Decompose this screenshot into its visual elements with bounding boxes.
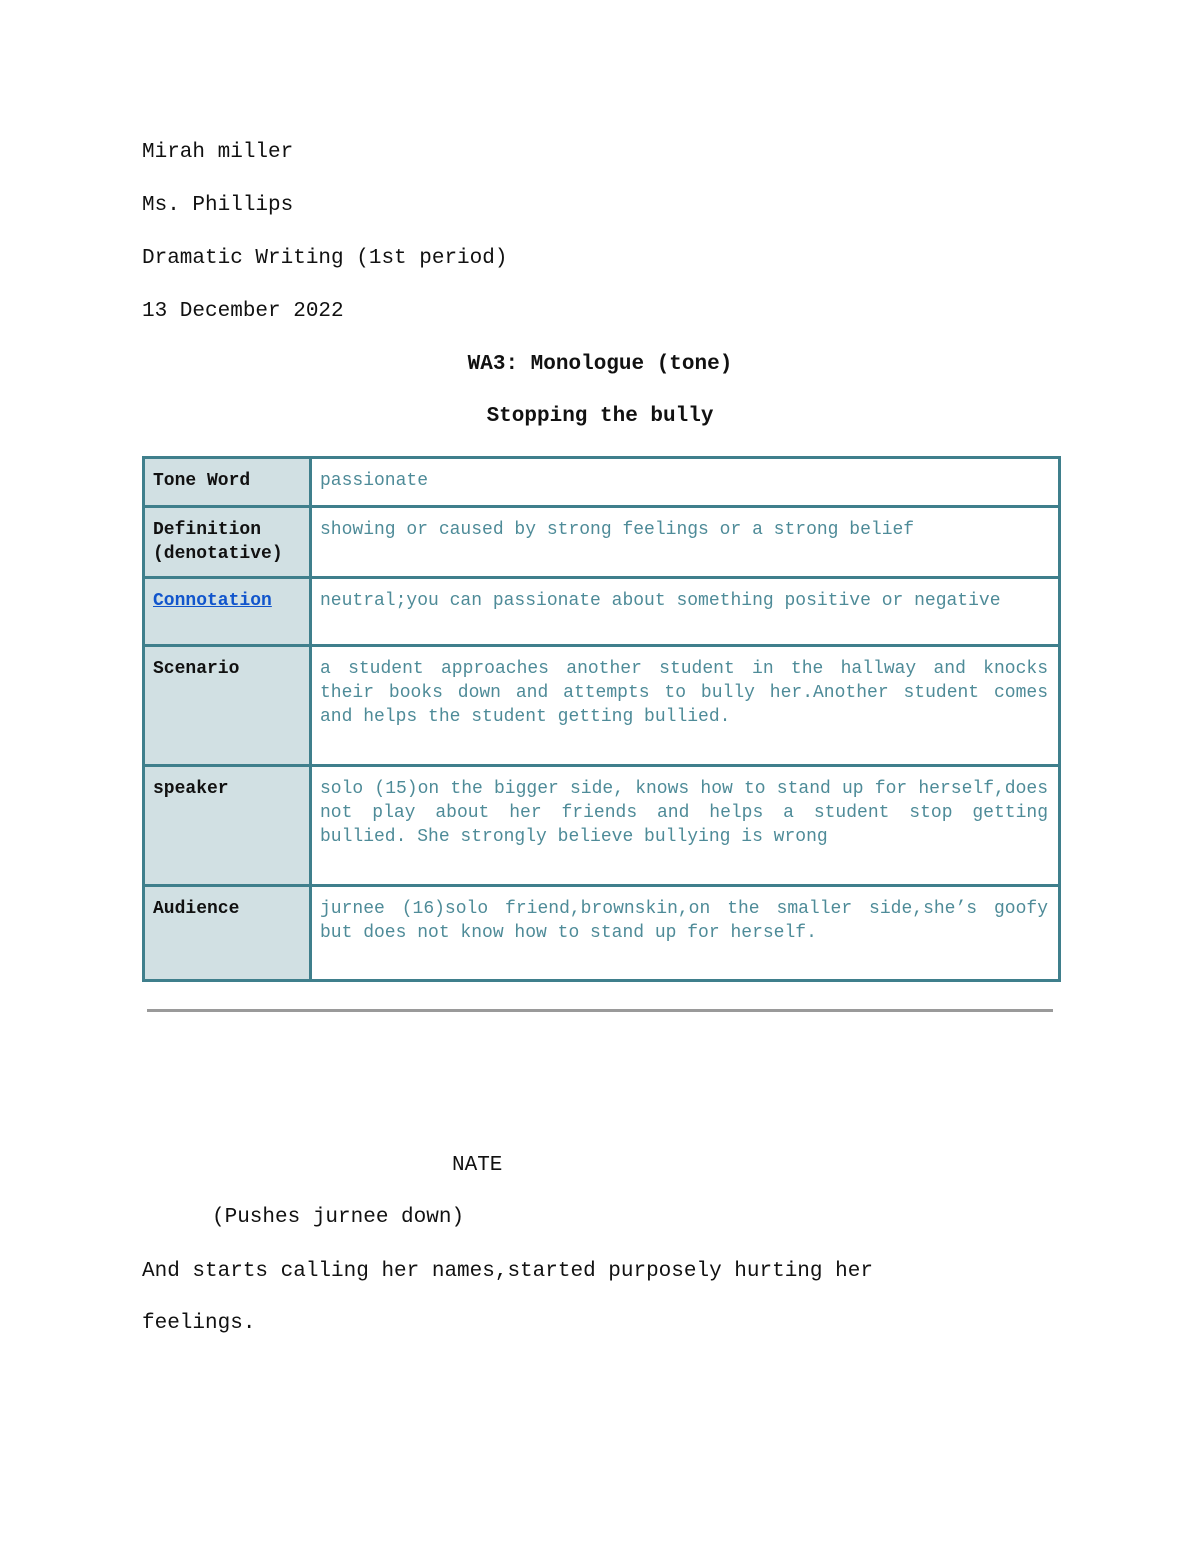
table-row — [144, 766, 1060, 886]
row-label — [144, 578, 311, 646]
table-row — [144, 886, 1060, 981]
dialogue-line: And starts calling her names,started purposely hurting her — [142, 1260, 873, 1283]
piece-title: Stopping the bully — [486, 405, 714, 428]
row-value: solo (15)on the bigger side, knows how to stand up for herself,does not play about her friends and helps a student stop getting bullied. She strongly believe bullying is wrong — [311, 766, 1060, 886]
row-label: Scenario — [144, 646, 311, 766]
row-value: passionate — [311, 458, 1060, 507]
tone-table — [142, 456, 1061, 982]
dialogue-line: feelings. — [142, 1312, 256, 1335]
table-row — [144, 458, 1060, 507]
row-value: a student approaches another student in the hallway and knocks their books down and attempts to bully her.Another student comes and helps the student getting bullied. — [311, 646, 1060, 766]
row-label: Tone Word — [144, 458, 311, 507]
row-value: showing or caused by strong feelings or a strong belief — [311, 507, 1060, 578]
row-label: Audience — [144, 886, 311, 981]
table-row — [144, 646, 1060, 766]
table-row — [144, 507, 1060, 578]
character-name: NATE — [452, 1154, 503, 1177]
course-name: Dramatic Writing (1st period) — [142, 247, 508, 270]
assignment-title: WA3: Monologue (tone) — [467, 353, 733, 376]
row-label: speaker — [144, 766, 311, 886]
teacher-name: Ms. Phillips — [142, 194, 294, 217]
horizontal-divider — [147, 1009, 1053, 1012]
student-name: Mirah miller — [142, 141, 294, 164]
row-value: jurnee (16)solo friend,brownskin,on the smaller side,she’s goofy but does not know how to stand up for herself. — [311, 886, 1060, 981]
date: 13 December 2022 — [142, 300, 344, 323]
stage-direction: (Pushes jurnee down) — [212, 1206, 465, 1229]
row-label: Definition (denotative) — [144, 507, 311, 578]
table-row — [144, 578, 1060, 646]
connotation-link[interactable]: Connotation — [153, 591, 272, 611]
row-value: neutral;you can passionate about something positive or negative — [311, 578, 1060, 646]
